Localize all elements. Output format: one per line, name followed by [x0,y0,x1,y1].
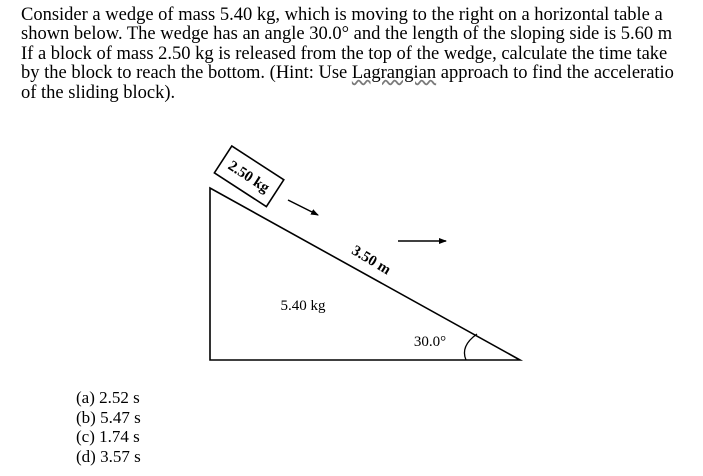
problem-line-4-start: by the block to reach the bottom. (Hint: Use [21,63,352,84]
slope-length-label: 3.50 m [348,242,394,279]
answer-options [76,388,141,466]
block-motion-arrow [288,200,318,215]
block-mass-label: 2.50 kg [224,157,273,197]
angle-arc [464,334,477,360]
spellcheck-underlined-word: Lagrangian [351,63,437,84]
problem-line-4-end: approach to find the acceleratio [436,63,674,84]
option-d: (d) 3.57 s [76,446,141,466]
option-a: (a) 2.52 s [76,388,140,407]
wedge-triangle [210,188,520,360]
sliding-block [214,146,283,207]
problem-line-5: of the sliding block). [21,82,176,103]
option-c: (c) 1.74 s [76,427,140,446]
problem-line-2: shown below. The wedge has an angle 30.0° and the length of the sloping side is 5.60 m [21,24,673,45]
wedge-mass-label: 5.40 kg [280,298,326,314]
angle-label: 30.0° [413,334,447,350]
option-b: (b) 5.47 s [76,407,141,427]
problem-line-1: Consider a wedge of mass 5.40 kg, which is moving to the right on a horizontal table a [21,5,663,25]
problem-line-3: If a block of mass 2.50 kg is released from the top of the wedge, calculate the time take [21,43,668,64]
